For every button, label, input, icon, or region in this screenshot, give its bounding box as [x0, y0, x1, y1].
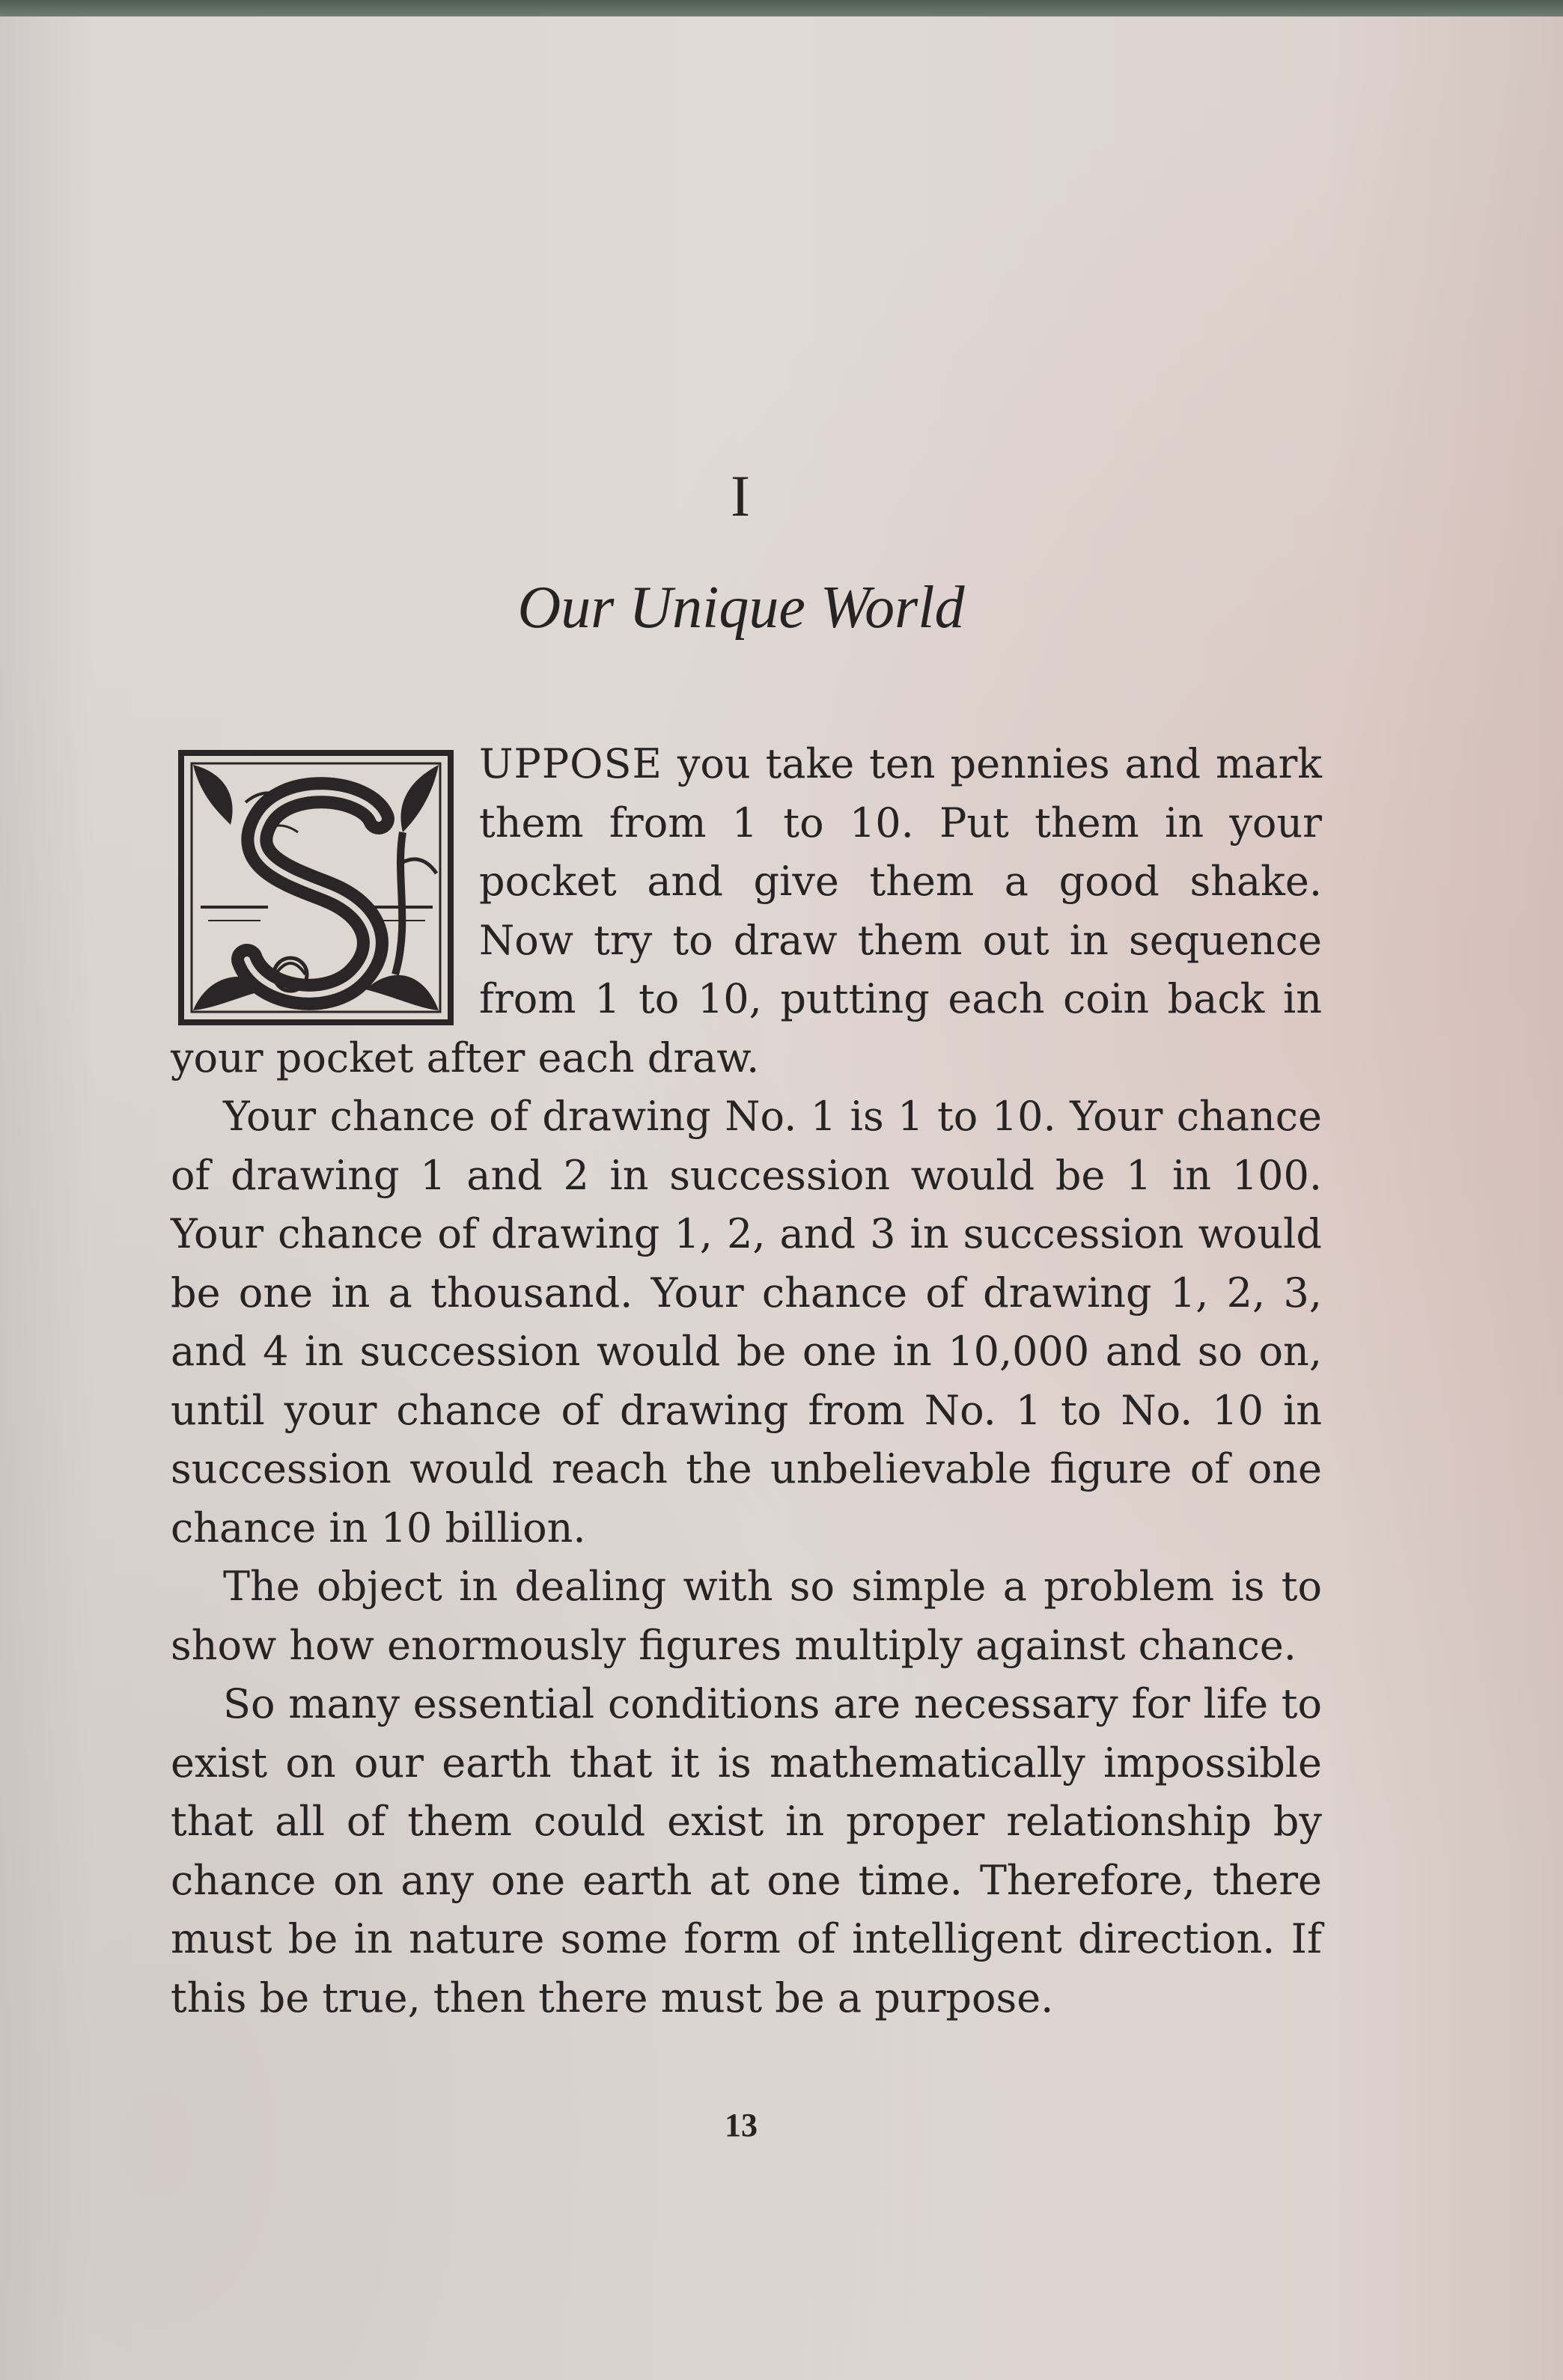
chapter-title: Our Unique World	[517, 575, 965, 641]
chapter-body	[171, 735, 1322, 2027]
paragraph-1-text: you take ten pennies and mark them from 1 to 10. Put them in your pocket and give them a good shake. Now try to draw them out in sequence from 1 to 10, putting each coin back in your pocket after each draw.	[171, 740, 1322, 1081]
paragraph-3: The object in dealing with so simple a problem is to show how enormously figures multiply against chance.	[171, 1563, 1322, 1669]
drop-cap-illustration	[178, 750, 454, 1025]
paragraph-2: Your chance of drawing No. 1 is 1 to 10. Your chance of drawing 1 and 2 in succession would be 1 in 100. Your chance of drawing 1, 2, and 3 in succession would be one in a thousand. Your chance of drawing 1, 2, 3, and 4 in succession would be one in 10,000 and so on, until your chance of drawing from No. 1 to No. 10 in succession would reach the unbelievable figure of one chance in 10 billion.	[171, 1093, 1322, 1551]
chapter-number: I	[731, 463, 752, 528]
paragraph-4: So many essential conditions are necessary for life to exist on our earth that it is mathematically impossible that all of them could exist in proper relationship by chance on any one earth at one time. Therefore, there must be in nature some form of intelligent direction. If this be true, then there must be a purpose.	[171, 1680, 1322, 2022]
paragraph-1	[171, 735, 1322, 1087]
page-number: 13	[725, 2107, 758, 2143]
book-page	[0, 16, 1563, 2380]
drop-cap-lead-word: UPPOSE	[479, 740, 662, 787]
ornamental-s-icon	[178, 750, 454, 1025]
